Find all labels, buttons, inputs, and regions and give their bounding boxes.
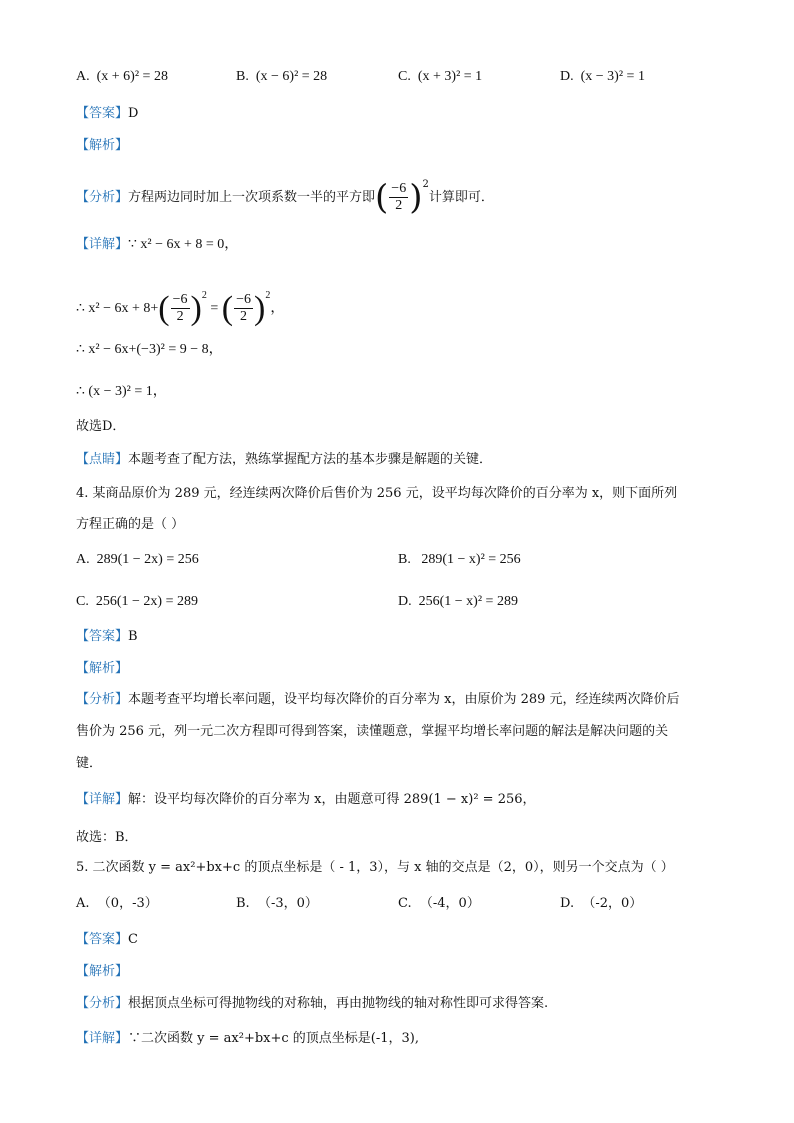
- q3-step4: ∴ (x − 3)² = 1，: [76, 384, 167, 399]
- q3-option-a: A. (x + 6)² = 28: [76, 69, 168, 84]
- q3-option-d: D. (x − 3)² = 1: [560, 69, 645, 84]
- q4-stem-line1: 4. 某商品原价为 289 元，经连续两次降价后售价为 256 元，设平均每次降价的百分率为 x，则下面所列: [76, 486, 678, 501]
- q3-step3: ∴ x² − 6x+(−3)² = 9 − 8，: [76, 342, 223, 357]
- q5-option-a: A. （0，-3）: [76, 896, 158, 911]
- q3-option-c: C. (x + 3)² = 1: [398, 69, 483, 84]
- q3-option-b: B. (x − 6)² = 28: [236, 69, 328, 84]
- q5-answer: 【答案】C: [76, 932, 138, 947]
- q5-option-d: D. （-2，0）: [560, 896, 643, 911]
- q4-option-a: A. 289(1 − 2x) = 256: [76, 552, 199, 567]
- q5-analysis-tag: 【解析】: [76, 964, 129, 979]
- q4-fenxi-line2: 售价为 256 元，列一元二次方程即可得到答案，读懂题意，掌握平均增长率问题的解法是解决问题的关: [76, 724, 669, 739]
- q4-fenxi-line1: 【分析】本题考查平均增长率问题，设平均每次降价的百分率为 x，由原价为 289 元，经连续两次降价后: [76, 692, 680, 707]
- q3-dianjing: 【点睛】本题考查了配方法，熟练掌握配方法的基本步骤是解题的关键．: [76, 452, 493, 467]
- q4-answer: 【答案】B: [76, 629, 138, 644]
- q5-xiangjie: 【详解】∵二次函数 y = ax²+bx+c 的顶点坐标是(-1，3),: [76, 1031, 420, 1046]
- q5-fenxi: 【分析】根据顶点坐标可得抛物线的对称轴，再由抛物线的轴对称性即可求得答案.: [76, 996, 549, 1011]
- q3-answer: 【答案】D: [76, 106, 139, 121]
- q4-option-b: B. 289(1 − x)² = 256: [398, 552, 521, 567]
- q3-conclusion: 故选D．: [76, 419, 126, 434]
- q3-analysis-tag: 【解析】: [76, 138, 129, 153]
- q4-xiangjie: 【详解】解：设平均每次降价的百分率为 x，由题意可得 289(1 − x)² = 256，: [76, 792, 536, 807]
- q5-stem: 5. 二次函数 y = ax²+bx+c 的顶点坐标是（ - 1，3），与 x 轴的交点是（2，0），则另一个交点为（ ）: [76, 860, 674, 875]
- q4-stem-line2: 方程正确的是（ ）: [76, 517, 185, 532]
- q4-fenxi-line3: 键．: [76, 756, 103, 771]
- q3-fenxi: 【分析】方程两边同时加上一次项系数一半的平方即( $\frac{-6}{2}$ )$^2$计算即可．: [76, 177, 494, 218]
- q4-analysis-tag: 【解析】: [76, 661, 129, 676]
- q4-option-d: D. 256(1 − x)² = 289: [398, 594, 518, 609]
- q4-option-c: C. 256(1 − 2x) = 289: [76, 594, 198, 609]
- q5-option-c: C. （-4，0）: [398, 896, 480, 911]
- q5-option-b: B. （-3，0）: [236, 896, 318, 911]
- q3-xiangjie-step1: 【详解】∵ x² − 6x + 8 = 0，: [76, 237, 239, 252]
- q3-step2: ∴ x² − 6x + 8+( $\frac{-6}{2}$ )$^2$ = ( $\frac{-6}{2}$ )$^2$，: [76, 289, 285, 327]
- q4-conclusion: 故选：B．: [76, 830, 138, 845]
